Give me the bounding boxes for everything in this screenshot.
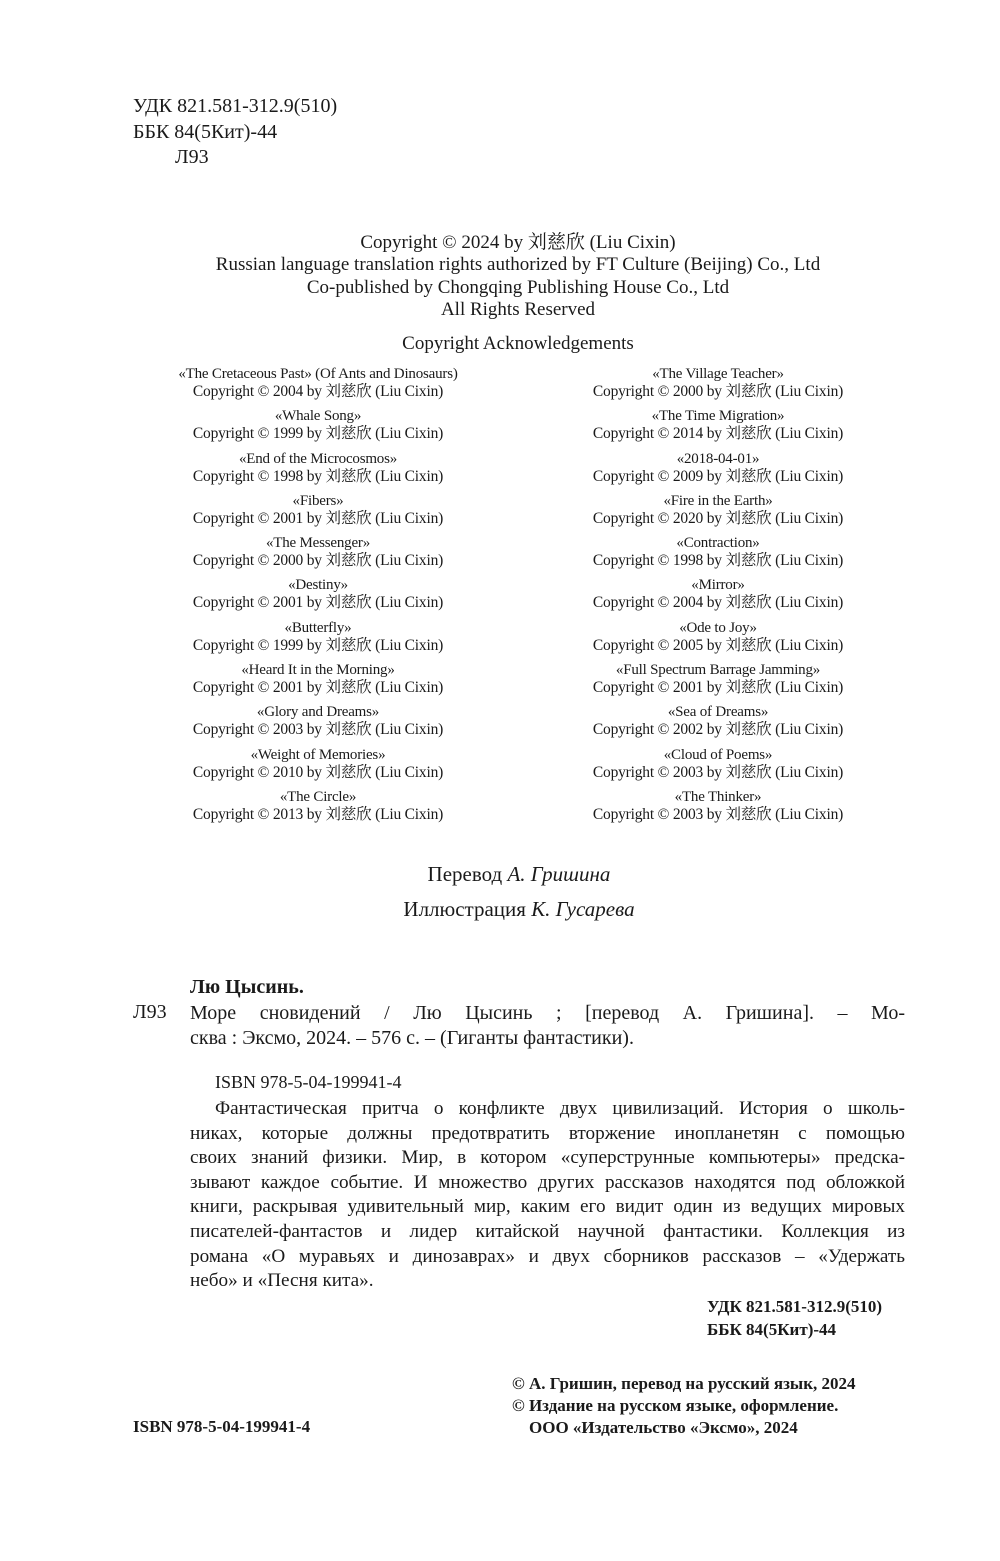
story-title: «Cloud of Poems» <box>663 746 773 763</box>
author-mark: Л93 <box>175 146 209 168</box>
udk-code: УДК 821.581-312.9(510) <box>133 95 338 117</box>
acknowledgements-left-column <box>118 366 518 831</box>
story-title: «Sea of Dreams» <box>667 704 769 721</box>
annotation-line: никах, которые должны предотвратить вторжение инопланетян с помощью <box>190 1122 905 1144</box>
acknowledgement-entry <box>118 366 518 408</box>
illustration-credit <box>0 892 1000 927</box>
copyright-translation: © А. Гришин, перевод на русский язык, 2024 <box>512 1374 856 1393</box>
acknowledgement-entry <box>118 451 518 493</box>
story-title: «Mirror» <box>691 577 745 594</box>
acknowledgement-entry <box>518 535 918 577</box>
story-copyright: Copyright © 2014 by 刘慈欣 (Liu Cixin) <box>592 425 844 443</box>
illustration-label: Иллюстрация <box>403 897 526 921</box>
acknowledgement-entry <box>118 493 518 535</box>
acknowledgement-entry <box>518 366 918 408</box>
story-title: «The Village Teacher» <box>652 366 784 382</box>
acknowledgements-title: Copyright Acknowledgements <box>402 333 634 354</box>
classification-codes <box>133 94 337 171</box>
bib-author: Лю Цысинь. <box>190 976 304 998</box>
acknowledgement-entry <box>518 747 918 789</box>
bbk-code: ББК 84(5Кит)-44 <box>133 120 278 143</box>
bib-line: Море сновидений / Лю Цысинь ; [перевод А. Гришина]. – Мо- <box>190 1002 905 1024</box>
acknowledgement-entry <box>118 535 518 577</box>
annotation-line: писателей-фантастов и лидер китайской научной фантастики. Коллекция из <box>190 1220 905 1242</box>
acknowledgement-entry <box>518 789 918 831</box>
illustrator-name: К. Гусарева <box>531 897 635 921</box>
story-copyright: Copyright © 2000 by 刘慈欣 (Liu Cixin) <box>592 383 844 400</box>
footer-codes <box>707 1295 882 1341</box>
acknowledgement-entry <box>118 662 518 704</box>
story-title: «Ode to Joy» <box>679 619 757 636</box>
bib-isbn: ISBN 978-5-04-199941-4 <box>215 1072 402 1092</box>
story-copyright: Copyright © 2013 by 刘慈欣 (Liu Cixin) <box>192 805 444 823</box>
story-title: «The Cretaceous Past» (Of Ants and Dinosaurs) <box>178 366 458 382</box>
acknowledgement-entry <box>118 789 518 831</box>
story-copyright: Copyright © 2000 by 刘慈欣 (Liu Cixin) <box>192 552 444 570</box>
annotation-line: Фантастическая притча о конфликте двух цивилизаций. История о школь- <box>215 1098 905 1119</box>
story-copyright: Copyright © 2002 by 刘慈欣 (Liu Cixin) <box>592 721 844 739</box>
annotation-line: зывают каждое событие. И множество других рассказов находятся под обложкой <box>190 1171 905 1193</box>
acknowledgement-entry <box>518 451 918 493</box>
acknowledgement-entry <box>518 577 918 619</box>
translation-label: Перевод <box>427 862 503 886</box>
acknowledgement-entry <box>118 408 518 450</box>
translation-credit <box>0 857 1000 892</box>
story-copyright: Copyright © 2004 by 刘慈欣 (Liu Cixin) <box>192 383 444 400</box>
acknowledgement-entry <box>518 704 918 746</box>
story-copyright: Copyright © 2003 by 刘慈欣 (Liu Cixin) <box>592 805 844 823</box>
story-title: «Whale Song» <box>274 408 362 425</box>
story-title: «2018-04-01» <box>676 450 760 467</box>
story-title: «Fire in the Earth» <box>663 492 773 509</box>
copyright-edition: © Издание на русском языке, оформление. <box>512 1396 839 1415</box>
story-title: «Butterfly» <box>284 619 352 636</box>
acknowledgement-entry <box>518 408 918 450</box>
story-copyright: Copyright © 2001 by 刘慈欣 (Liu Cixin) <box>592 679 844 697</box>
rights-line: Russian language translation rights authorized by FT Culture (Beijing) Co., Ltd <box>215 254 821 276</box>
story-copyright: Copyright © 2003 by 刘慈欣 (Liu Cixin) <box>192 721 444 739</box>
acknowledgement-entry <box>518 662 918 704</box>
credits <box>0 857 1000 927</box>
story-title: «Weight of Memories» <box>250 746 386 763</box>
acknowledgement-entry <box>118 620 518 662</box>
story-title: «Heard It in the Morning» <box>241 662 395 679</box>
story-copyright: Copyright © 2005 by 刘慈欣 (Liu Cixin) <box>592 636 844 654</box>
story-copyright: Copyright © 1998 by 刘慈欣 (Liu Cixin) <box>192 467 444 485</box>
rights-block <box>0 232 1000 321</box>
story-copyright: Copyright © 2010 by 刘慈欣 (Liu Cixin) <box>192 763 444 781</box>
translator-name: А. Гришина <box>507 862 611 886</box>
story-title: «The Messenger» <box>265 535 371 552</box>
story-title: «The Thinker» <box>674 788 762 805</box>
story-copyright: Copyright © 2001 by 刘慈欣 (Liu Cixin) <box>192 509 444 527</box>
story-title: «Contraction» <box>676 535 760 552</box>
rights-line: Co-published by Chongqing Publishing House Co., Ltd <box>306 276 730 298</box>
bib-author-mark: Л93 <box>133 1001 167 1023</box>
annotation-paragraph <box>190 1097 905 1294</box>
story-title: «Glory and Dreams» <box>256 704 380 721</box>
bib-line: сква : Эксмо, 2024. – 576 с. – (Гиганты фантастики). <box>190 1027 634 1049</box>
footer-isbn: ISBN 978-5-04-199941-4 <box>133 1417 311 1436</box>
footer-copyrights <box>512 1373 856 1439</box>
story-title: «Destiny» <box>288 577 348 594</box>
acknowledgement-entry <box>118 747 518 789</box>
story-copyright: Copyright © 1999 by 刘慈欣 (Liu Cixin) <box>192 425 444 443</box>
story-copyright: Copyright © 2001 by 刘慈欣 (Liu Cixin) <box>192 679 444 697</box>
acknowledgement-entry <box>518 493 918 535</box>
story-title: «Fibers» <box>292 492 344 509</box>
copyright-publisher: ООО «Издательство «Эксмо», 2024 <box>529 1418 798 1437</box>
story-copyright: Copyright © 2001 by 刘慈欣 (Liu Cixin) <box>192 594 444 612</box>
story-copyright: Copyright © 2020 by 刘慈欣 (Liu Cixin) <box>592 509 844 527</box>
story-title: «The Circle» <box>279 788 357 805</box>
annotation-line: книги, раскрывая удивительный мир, каким его видит один из ведущих мировых <box>190 1196 905 1218</box>
story-title: «End of the Microcosmos» <box>238 450 398 467</box>
rights-line: Copyright © 2024 by 刘慈欣 (Liu Cixin) <box>360 232 676 253</box>
bib-description <box>190 1001 905 1051</box>
story-copyright: Copyright © 2003 by 刘慈欣 (Liu Cixin) <box>592 763 844 781</box>
story-copyright: Copyright © 1998 by 刘慈欣 (Liu Cixin) <box>592 552 844 570</box>
story-copyright: Copyright © 2009 by 刘慈欣 (Liu Cixin) <box>592 467 844 485</box>
story-title: «Full Spectrum Barrage Jamming» <box>615 662 821 679</box>
annotation-line: небо» и «Песня кита». <box>190 1270 374 1292</box>
annotation-line: романа «О муравьях и динозаврах» и двух сборников рассказов – «Удержать <box>190 1245 905 1267</box>
annotation-line: своих знаний физики. Мир, в котором «суперструнные компьютеры» предска- <box>190 1147 905 1169</box>
story-copyright: Copyright © 1999 by 刘慈欣 (Liu Cixin) <box>192 636 444 654</box>
story-title: «The Time Migration» <box>651 408 785 425</box>
footer-bbk: ББК 84(5Кит)-44 <box>707 1320 837 1339</box>
acknowledgement-entry <box>118 577 518 619</box>
acknowledgement-entry <box>518 620 918 662</box>
acknowledgement-entry <box>118 704 518 746</box>
rights-line: All Rights Reserved <box>440 298 596 320</box>
acknowledgements-right-column <box>518 366 918 831</box>
footer-udk: УДК 821.581-312.9(510) <box>707 1297 883 1316</box>
story-copyright: Copyright © 2004 by 刘慈欣 (Liu Cixin) <box>592 594 844 612</box>
